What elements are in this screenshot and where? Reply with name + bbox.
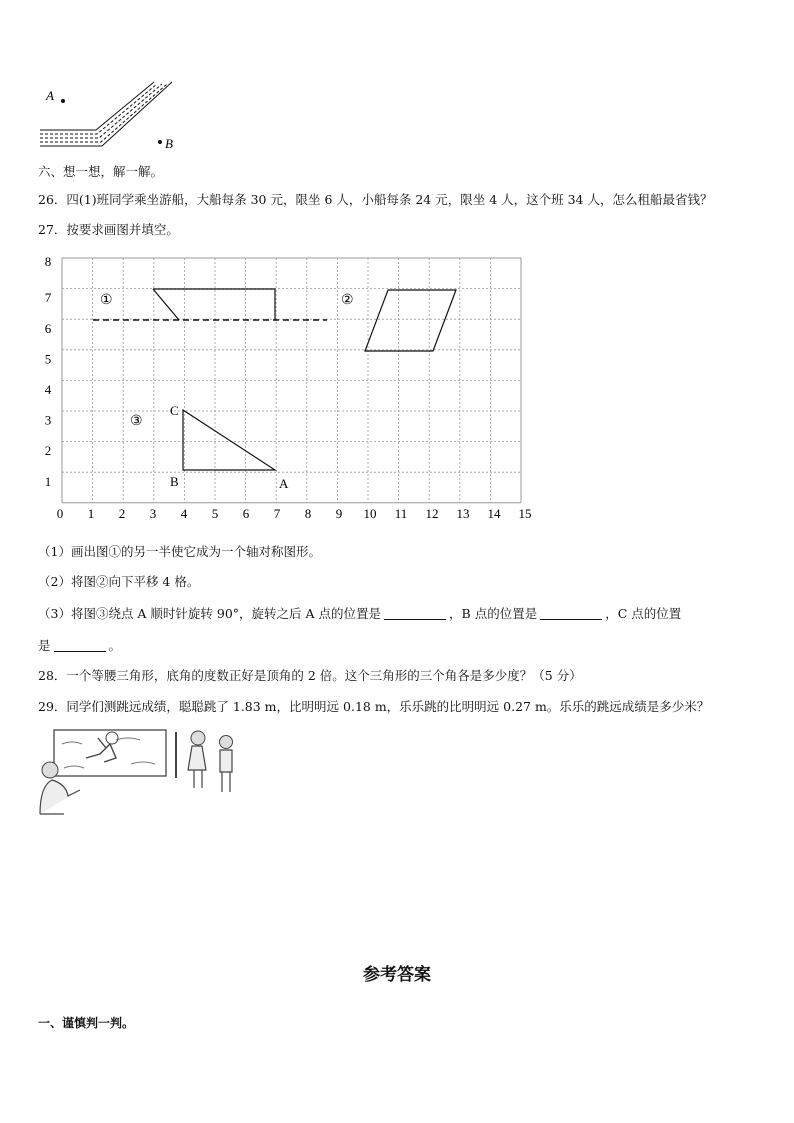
- figure-3-label: ③: [130, 414, 143, 429]
- question-27-part-2: （2）将图②向下平移 4 格。: [38, 574, 200, 589]
- answer-blank-c[interactable]: [54, 639, 106, 652]
- river-water-3: [40, 84, 167, 142]
- x-tick-label: 12: [425, 506, 439, 521]
- answer-blank-a[interactable]: [384, 607, 446, 620]
- figure-1-slant: [153, 289, 179, 320]
- y-tick-label: 1: [44, 473, 52, 489]
- figure-2-parallelogram: [365, 290, 456, 351]
- x-tick-label: 6: [242, 506, 250, 521]
- answer-blank-b[interactable]: [540, 607, 602, 620]
- x-tick-label: 9: [335, 506, 343, 521]
- x-tick-label: 15: [518, 506, 532, 521]
- x-tick-label: 7: [273, 506, 281, 521]
- question-27-part-1: （1）画出图①的另一半使它成为一个轴对称图形。: [38, 544, 321, 559]
- question-29: 29．同学们测跳远成绩，聪聪跳了 1.83 m，比明明远 0.18 m，乐乐跳的比明明远 0.27 m。乐乐的跳远成绩是多少米？: [38, 699, 710, 714]
- q27-3-text-d: 是: [38, 638, 51, 653]
- question-26: 26．四(1)班同学乘坐游船，大船每条 30 元，限坐 6 人，小船每条 24 元，限坐 4 人，这个班 34 人，怎么租船最省钱？: [38, 192, 713, 207]
- y-tick-label: 6: [44, 320, 52, 336]
- q27-3-text-c: ，C 点的位置: [605, 606, 682, 621]
- x-tick-label: 14: [487, 506, 501, 521]
- x-tick-label: 11: [394, 506, 408, 521]
- figure-3-triangle: [183, 410, 275, 470]
- q27-3-text-b: ，B 点的位置是: [449, 606, 538, 621]
- grid-lines: [62, 258, 521, 503]
- x-tick-label: 5: [211, 506, 219, 521]
- point-a-dot: [61, 99, 65, 103]
- jumping-child: [86, 732, 118, 762]
- figure-2-label: ②: [341, 293, 354, 308]
- point-a-label: A: [46, 88, 54, 103]
- x-tick-label: 8: [304, 506, 312, 521]
- question-27-part-3-cont: [38, 636, 121, 654]
- figure-1-shape: [153, 289, 275, 320]
- q27-3-text-e: 。: [108, 638, 122, 653]
- x-tick-label: 1: [87, 506, 95, 521]
- x-tick-label: 2: [118, 506, 126, 521]
- y-tick-label: 4: [44, 382, 52, 397]
- answer-key-title: 参考答案: [363, 965, 431, 985]
- question-28: 28．一个等腰三角形，底角的度数正好是顶角的 2 倍。这个三角形的三个角各是多少度？（5 分）: [38, 668, 582, 683]
- x-tick-label: 3: [149, 506, 157, 521]
- x-tick-label: 0: [56, 506, 64, 521]
- triangle-point-c: C: [170, 403, 179, 418]
- teacher-figure: [40, 762, 80, 814]
- figure-1-label: ①: [100, 293, 113, 308]
- boy-figure: [220, 736, 233, 793]
- point-b-label: B: [165, 136, 173, 151]
- triangle-point-a: A: [279, 476, 289, 491]
- y-tick-label: 2: [44, 443, 52, 459]
- section-6-heading: 六、想一想，解一解。: [38, 164, 164, 179]
- y-tick-label: 8: [44, 254, 52, 269]
- y-tick-label: 3: [44, 412, 52, 428]
- question-27: 27．按要求画图并填空。: [38, 222, 179, 237]
- question-27-part-3: [38, 604, 681, 622]
- river-water-1: [40, 84, 157, 134]
- long-jump-illustration: [36, 724, 246, 816]
- x-tick-label: 13: [456, 506, 470, 521]
- y-tick-label: 7: [44, 290, 52, 306]
- river-bank-lower: [40, 82, 172, 146]
- coordinate-grid-figure: [0, 248, 560, 528]
- x-tick-label: 10: [363, 506, 377, 521]
- girl-figure: [188, 731, 206, 788]
- y-tick-label: 5: [44, 351, 52, 367]
- sandpit: [54, 730, 166, 776]
- answer-section-1: 一、谨慎判一判。: [38, 1016, 135, 1030]
- point-b-dot: [158, 140, 162, 144]
- q27-3-text-a: （3）将图③绕点 A 顺时针旋转 90°，旋转之后 A 点的位置是: [38, 606, 382, 621]
- river-bank-upper: [40, 82, 154, 130]
- x-tick-label: 4: [180, 506, 188, 521]
- river-figure: [36, 78, 186, 156]
- triangle-point-b: B: [170, 474, 179, 489]
